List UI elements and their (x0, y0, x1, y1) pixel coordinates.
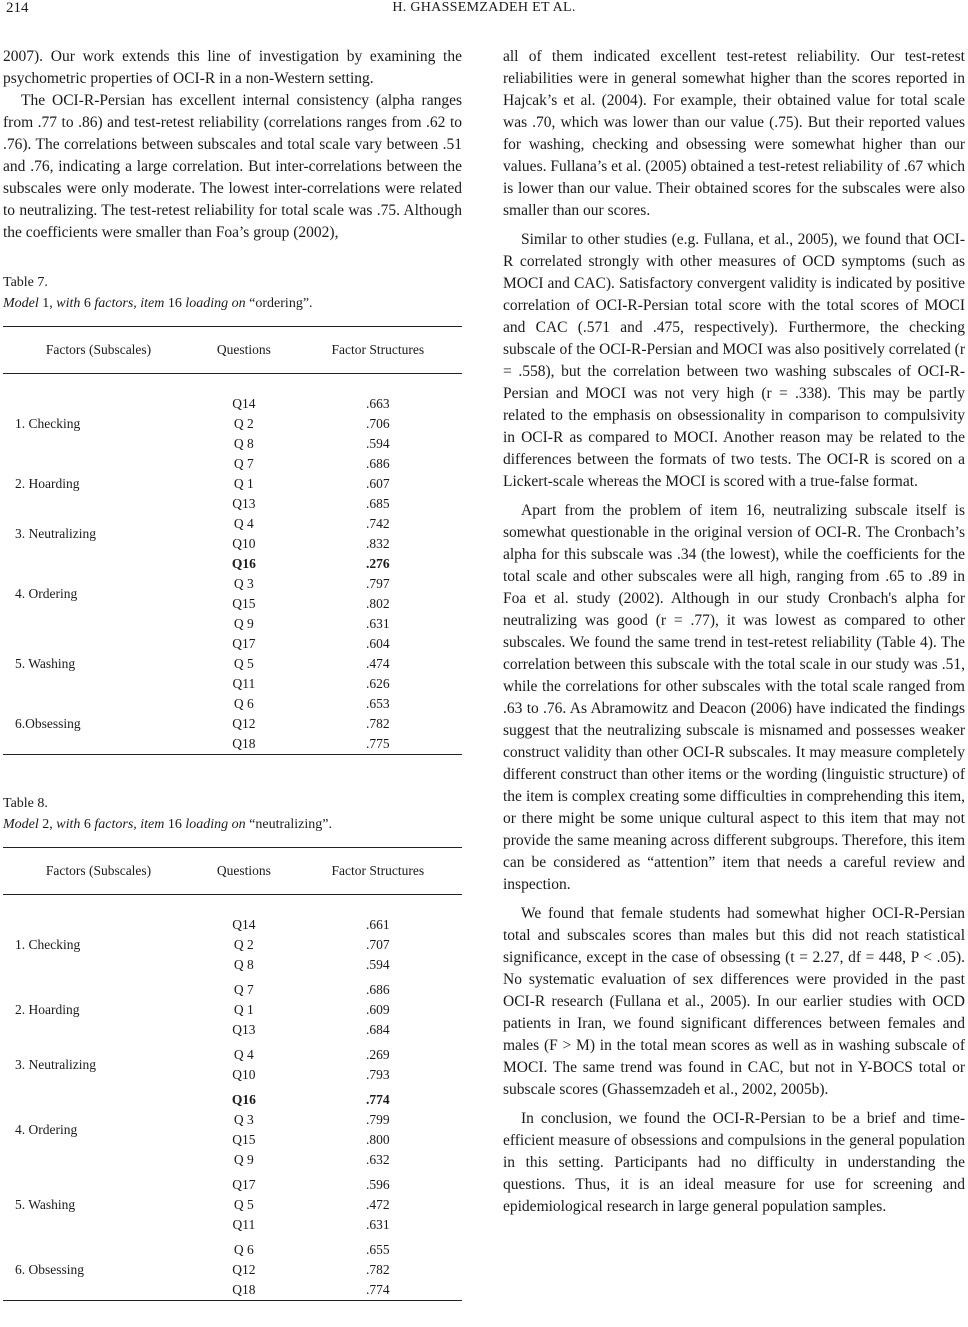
page-number: 214 (6, 0, 29, 16)
loading-cell: .626 (366, 676, 390, 691)
factor-header: Factors (Subscales) (3, 327, 194, 374)
loading-cell: .609 (366, 1002, 390, 1017)
left-column (3, 46, 462, 1301)
loading-cell: .832 (366, 536, 390, 551)
question-cell: Q11 (232, 676, 256, 691)
factor-name: 4. Ordering (15, 1122, 78, 1137)
factor-name: 4. Ordering (15, 586, 78, 601)
question-cell: Q 2 (233, 416, 254, 431)
question-cell: Q10 (232, 1067, 256, 1082)
table-row (3, 1240, 462, 1260)
question-cell: Q 2 (233, 937, 254, 952)
factor-name: 2. Hoarding (15, 476, 80, 491)
table8-label: Table 8. (3, 796, 48, 811)
question-cell: Q 5 (233, 1197, 254, 1212)
loading-cell: .604 (366, 636, 390, 651)
question-cell: Q 6 (233, 696, 254, 711)
loading-cell: .707 (366, 937, 390, 952)
question-cell: Q18 (194, 1280, 294, 1301)
loading-cell: .594 (366, 957, 390, 972)
question-cell: Q 3 (233, 576, 254, 591)
loading-cell: .686 (366, 456, 390, 471)
question-cell: Q16 (231, 556, 256, 571)
left-paragraph-2: The OCI-R-Persian has excellent internal consistency (alpha ranges from .77 to .86) and test-retest reliability (correlations ranges from .62 to .76). The correlations between subscales and total scale vary between .51 and .76, indicating a large correlation. But inter-correlations between the subscales were only moderate. The lowest inter-correlations were related to neutralizing. The test-retest reliability for total scale was .75. Although the coefficients were smaller than Foa’s group (2002), (3, 92, 462, 241)
factor-name: 3. Neutralizing (15, 526, 96, 541)
loading-cell: .782 (366, 716, 390, 731)
table-row (3, 980, 462, 1000)
loading-cell: .474 (366, 656, 390, 671)
loading-cell: .685 (366, 496, 390, 511)
loading-cell: .631 (366, 1217, 390, 1232)
loading-cell: .799 (366, 1112, 390, 1127)
table-row (3, 694, 462, 714)
questions-header: Questions (194, 327, 294, 374)
questions-header: Questions (194, 848, 294, 895)
page-header (0, 0, 968, 24)
loading-cell: .472 (366, 1197, 390, 1212)
factor-name: 6. Obsessing (3, 1240, 194, 1301)
factor-name: 6.Obsessing (3, 694, 194, 755)
right-paragraph-5: In conclusion, we found the OCI-R-Persian to be a brief and time-efficient measure of obsessions and compulsions in the general population in this setting. Participants had no difficulty in understanding the questions. Thus, it is an ideal measure for use for screening and epidemiological research in large general population samples. (503, 1110, 965, 1215)
question-cell: Q 7 (233, 982, 254, 997)
loading-cell: .632 (366, 1152, 390, 1167)
factor-name: 3. Neutralizing (15, 1057, 96, 1072)
table-row (3, 554, 462, 574)
table-row (3, 1090, 462, 1110)
loading-cell: .774 (366, 1092, 390, 1107)
factor-name: 2. Hoarding (15, 1002, 80, 1017)
loading-cell: .775 (294, 734, 462, 755)
question-cell: Q 4 (233, 1047, 254, 1062)
loading-cell: .655 (366, 1242, 390, 1257)
question-cell: Q16 (231, 1092, 256, 1107)
factor-name: 1. Checking (15, 937, 81, 952)
loading-cell: .661 (366, 917, 390, 932)
question-cell: Q 3 (233, 1112, 254, 1127)
question-cell: Q 7 (233, 456, 254, 471)
loading-cell: .774 (294, 1280, 462, 1301)
right-column (503, 46, 965, 1225)
table8-caption: Model 2, with 6 factors, item 16 loading on “neutralizing”. (3, 817, 332, 832)
question-cell: Q 6 (233, 1242, 254, 1257)
running-head: H. GHASSEMZADEH ET AL. (392, 0, 576, 15)
question-cell: Q 5 (233, 656, 254, 671)
factor-name: 5. Washing (15, 656, 76, 671)
loading-cell: .686 (366, 982, 390, 997)
table8 (3, 847, 462, 1301)
question-cell: Q17 (232, 1177, 256, 1192)
table-row (3, 394, 462, 414)
loading-cell: .800 (366, 1132, 390, 1147)
question-cell: Q11 (232, 1217, 256, 1232)
question-cell: Q18 (194, 734, 294, 755)
loading-cell: .276 (366, 556, 390, 571)
question-cell: Q10 (232, 536, 256, 551)
loading-cell: .742 (366, 516, 390, 531)
question-cell: Q12 (232, 716, 256, 731)
loading-cell: .684 (366, 1022, 390, 1037)
question-cell: Q12 (232, 1262, 256, 1277)
table-row (3, 1175, 462, 1195)
loading-cell: .782 (366, 1262, 390, 1277)
question-cell: Q15 (232, 1132, 256, 1147)
question-cell: Q 1 (233, 1002, 254, 1017)
question-cell: Q 4 (233, 516, 254, 531)
table-row (3, 454, 462, 474)
right-paragraph-2: Similar to other studies (e.g. Fullana, et al., 2005), we found that OCI-R correlated strongly with other measures of OCD symptoms (such as MOCI and CAC). Satisfactory convergent validity is indicated by positive correlation of OCI-R-Persian total score with the total scores of MOCI and CAC (.571 and .475, respectively). Furthermore, the checking subscale of the OCI-R-Persian and MOCI was also positively correlated (r = .558), but the correlation between two washing subscales of OCI-R-Persian and MOCI was not very high (r = .338). This may be partly related to the emphasis on obsessionality in comparison to compulsivity in OCI-R as compared to MOCI. Another reason may be related to the differences between the formats of two tests. The OCI-R is scored on a Lickert-scale whereas the MOCI is scored with a true-false format. (503, 231, 965, 490)
right-paragraph-3: Apart from the problem of item 16, neutralizing subscale itself is somewhat questionable in the original version of OCI-R. The Cronbach’s alpha for this subscale was .34 (the lowest), while the coefficients for the total scale and other subscales were all high, ranging from .65 to .89 in Foa et al. study (2002). Although in our study Cronbach's alpha for neutralizing was good (r = .77), it was lowest as compared to other subscales. We found the same trend in test-retest reliability (Table 4). The correlation between this subscale with the total scale in our study was .51, while the correlations for other subscales with the total scale ranged from .63 to .76. As Abramowitz and Deacon (2006) have indicated the findings suggest that the neutralizing subscale is misnamed and possesses weaker construct validity than other OCI-R subscales. It may measure completely different construct than other items or the wording (linguistic structure) of the item is complex creating some difficulties in comprehending this item, or there might be some unique cultural aspect to this item that may not provide the same meaning across different subgroups. Therefore, this item can be considered as “attention” item that needs a careful review and inspection. (503, 502, 965, 893)
question-cell: Q17 (232, 636, 256, 651)
loading-cell: .663 (366, 396, 390, 411)
right-paragraph-4: We found that female students had somewhat higher OCI-R-Persian total and subscales scores than males but this did not reach statistical significance, except in the case of obsessing (t = 2.27, df = 448, P < .05). No systematic evaluation of sex differences were provided in the past OCI-R research (Fullana et al., 2005). In our earlier studies with OCD patients in Iran, we found significant differences between females and males (F > M) in the total mean scores as well as in washing subscale of MOCI. The same trend was found in CAC, but not in Y-BOCS total or subscale scores (Ghassemzadeh et al., 2002, 2005b). (503, 905, 965, 1098)
question-cell: Q 8 (233, 957, 254, 972)
loading-cell: .802 (366, 596, 390, 611)
loading-cell: .594 (366, 436, 390, 451)
loading-cell: .797 (366, 576, 390, 591)
factor-name: 1. Checking (15, 416, 81, 431)
loading-cell: .653 (366, 696, 390, 711)
question-cell: Q14 (232, 917, 256, 932)
loading-cell: .269 (366, 1047, 390, 1062)
question-cell: Q14 (232, 396, 256, 411)
structures-header: Factor Structures (294, 327, 462, 374)
table7-caption: Model 1, with 6 factors, item 16 loading on “ordering”. (3, 296, 313, 311)
table7 (3, 326, 462, 755)
loading-cell: .596 (366, 1177, 390, 1192)
loading-cell: .631 (366, 616, 390, 631)
question-cell: Q 9 (233, 1152, 254, 1167)
factor-name: 5. Washing (15, 1197, 76, 1212)
left-paragraph-1: 2007). Our work extends this line of investigation by examining the psychometric properties of OCI-R in a non-Western setting. (3, 48, 462, 87)
table7-label: Table 7. (3, 275, 48, 290)
table-row (3, 1045, 462, 1065)
question-cell: Q 9 (233, 616, 254, 631)
right-paragraph-1: all of them indicated excellent test-retest reliability. Our test-retest reliabilities were in general somewhat higher than the scores reported in Hajcak’s et al. (2004). For example, their obtained value for total scale was .70, which was lower than our value (.75). But their reported values for washing, checking and obsessing were somewhat higher than our values. Fullana’s et al. (2005) obtained a test-retest reliability of .67 which is lower than our value. Their obtained scores for the subscales were also smaller than our scores. (503, 48, 965, 219)
loading-cell: .607 (366, 476, 390, 491)
table-row (3, 634, 462, 654)
question-cell: Q 8 (233, 436, 254, 451)
question-cell: Q15 (232, 596, 256, 611)
factor-header: Factors (Subscales) (3, 848, 194, 895)
question-cell: Q 1 (233, 476, 254, 491)
question-cell: Q13 (232, 496, 256, 511)
structures-header: Factor Structures (294, 848, 462, 895)
loading-cell: .706 (366, 416, 390, 431)
table-row (3, 915, 462, 935)
loading-cell: .793 (366, 1067, 390, 1082)
table-row (3, 514, 462, 534)
question-cell: Q13 (232, 1022, 256, 1037)
